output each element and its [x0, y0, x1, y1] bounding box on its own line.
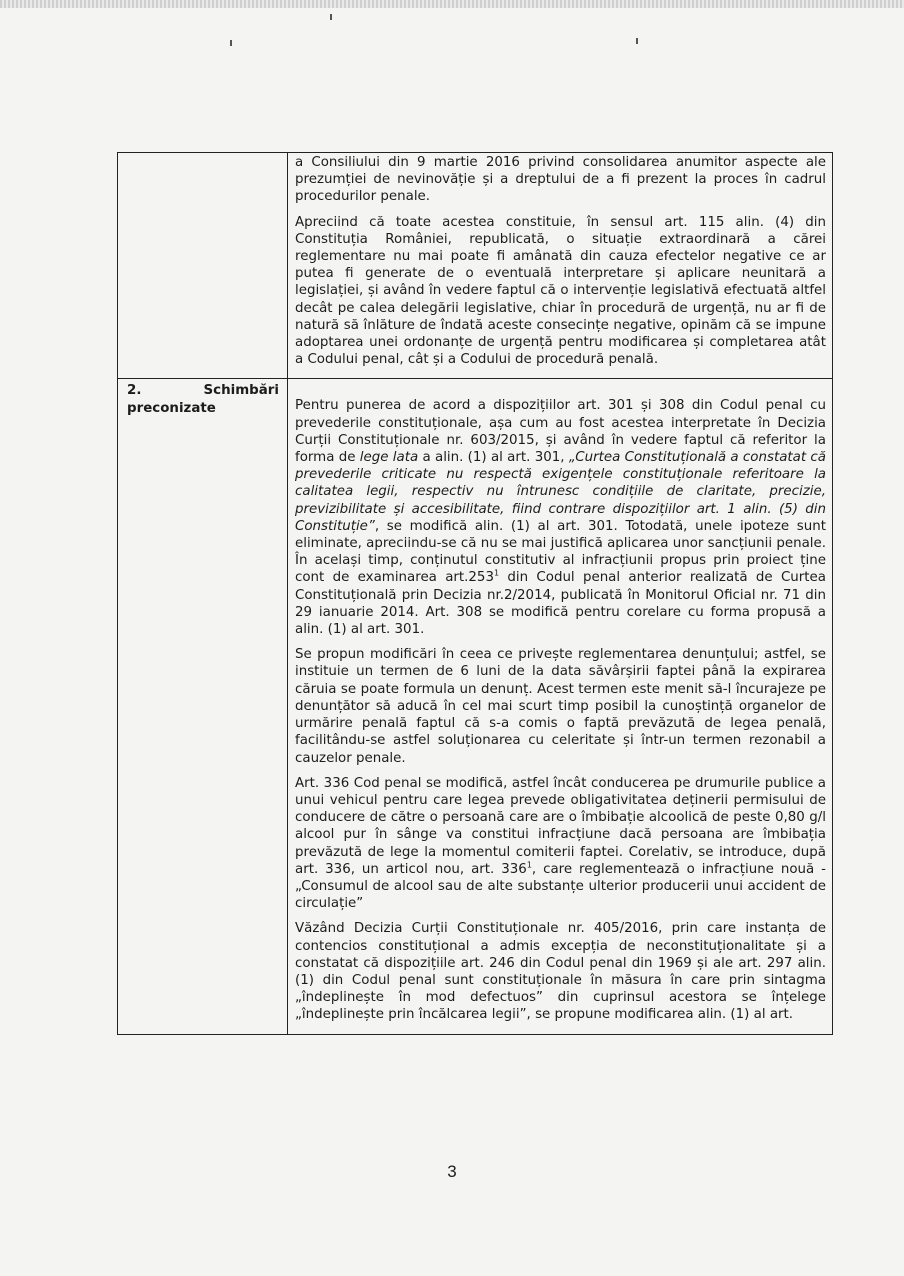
scan-speck	[330, 14, 332, 20]
paragraph: a Consiliului din 9 martie 2016 privind consolidarea anumitor aspecte ale prezumției de nevinovăție și a dreptului de a fi prezent la proces în cadrul procedurilor penale.	[295, 155, 826, 205]
section-title: Schimbări	[203, 383, 279, 399]
paragraph: Art. 336 Cod penal se modifică, astfel încât conducerea pe drumurile publice a unui vehicul pentru care legea prevede obligativitatea deținerii permisului de conducere de către o persoană care are o îmbibație alcoolică de peste 0,80 g/l alcool pur în sânge va constitui infracțiune dacă persoana are îmbibația prevăzută de lege la momentul comiterii faptei. Corelativ, se introduce, după art. 336, un articol nou, art. $336^1$, care reglementează o infracțiune nouă - „Consumul de alcool sau de alte substanțe ulterior producerii unui accident de circulație”	[295, 775, 827, 912]
section-label-cell	[118, 153, 288, 379]
table-row	[118, 379, 833, 1034]
section-content-cell	[288, 153, 833, 379]
table-row	[118, 153, 833, 379]
section-label-cell	[118, 379, 288, 1034]
paragraph: Apreciind că toate acestea constituie, în sensul art. 115 alin. (4) din Constituția României, republicată, o situație extraordinară a cărei reglementare nu mai poate fi amânată din cauza efectelor negative ce ar putea fi generate de o eventuală interpretare și aplicare neunitară a legislației, și având în vedere faptul că o intervenție legislativă efectuată altfel decât pe calea delegării legislative, chiar în procedură de urgență, nu ar fi de natură să înlăture de îndată aceste consecințe negative, opinăm că se impune adoptarea unei ordonanțe de urgență pentru modificarea și completarea atât a Codului penal, cât și a Codului de procedură penală.	[295, 214, 826, 368]
paragraph: Pentru punerea de acord a dispozițiilor art. 301 și 308 din Codul penal cu prevederile constituționale, așa cum au fost acestea interpretate în Decizia Curții Constituționale nr. 603/2015, și având în vedere faptul că referitor la forma de lege lata a alin. (1) al art. 301, „Curtea Constituțională a constatat că prevederile criticate nu respectă exigențele constituționale referitoare la calitatea legii, respectiv nu întrunesc condițiile de claritate, precizie, previzibilitate și accesibilitate, fiind contrare dispozițiilor art. 1 alin. (5) din Constituție”, se modifică alin. (1) al art. 301. Totodată, unele ipoteze sunt eliminate, apreciindu-se că nu se mai justifică aplicarea unor sancțiunii penale. În același timp, conținutul constitutiv al infracțiunii propus prin proiect ține cont de examinarea art.253$^1$ din Codul penal anterior realizată de Curtea Constituțională prin Decizia nr.2/2014, publicată în Monitorul Oficial nr. 71 din 29 ianuarie 2014. Art. 308 se modifică pentru corelare cu forma propusă a alin. (1) al art. 301.	[295, 398, 826, 638]
scan-speck	[230, 40, 232, 46]
section-content-cell	[288, 379, 833, 1034]
section-title-continued: preconizate	[127, 400, 216, 416]
paragraph: Se propun modificări în ceea ce privește reglementarea denunțului; astfel, se instituie un termen de 6 luni de la data săvârșirii faptei până la expirarea căruia se poate formula un denunț. Acest termen este menit să-l încurajeze pe denunțător să aducă în cel mai scurt timp posibil la cunoștință organelor de urmărire penală faptul că s-a comis o faptă prevăzută de legea penală, facilitându-se astfel soluționarea cu celeritate și într-un termen rezonabil a cauzelor penale.	[295, 647, 826, 766]
page-number: 3	[447, 1162, 457, 1181]
paragraph: Văzând Decizia Curții Constituționale nr. 405/2016, prin care instanța de contencios constituțional a admis excepția de neconstituționalitate și a constatat că dispozițiile art. 246 din Codul penal din 1969 și ale art. 297 alin. (1) din Codul penal sunt constituționale în măsura în care prin sintagma „îndeplinește în mod defectuos” din cuprinsul acestora se înțelege „îndeplinește prin încălcarea legii”, se propune modificarea alin. (1) al art.	[295, 921, 826, 1023]
scan-speck	[636, 38, 638, 44]
justification-table	[117, 152, 833, 1035]
scan-edge-artifact	[0, 0, 904, 8]
section-number: 2.	[127, 383, 142, 399]
